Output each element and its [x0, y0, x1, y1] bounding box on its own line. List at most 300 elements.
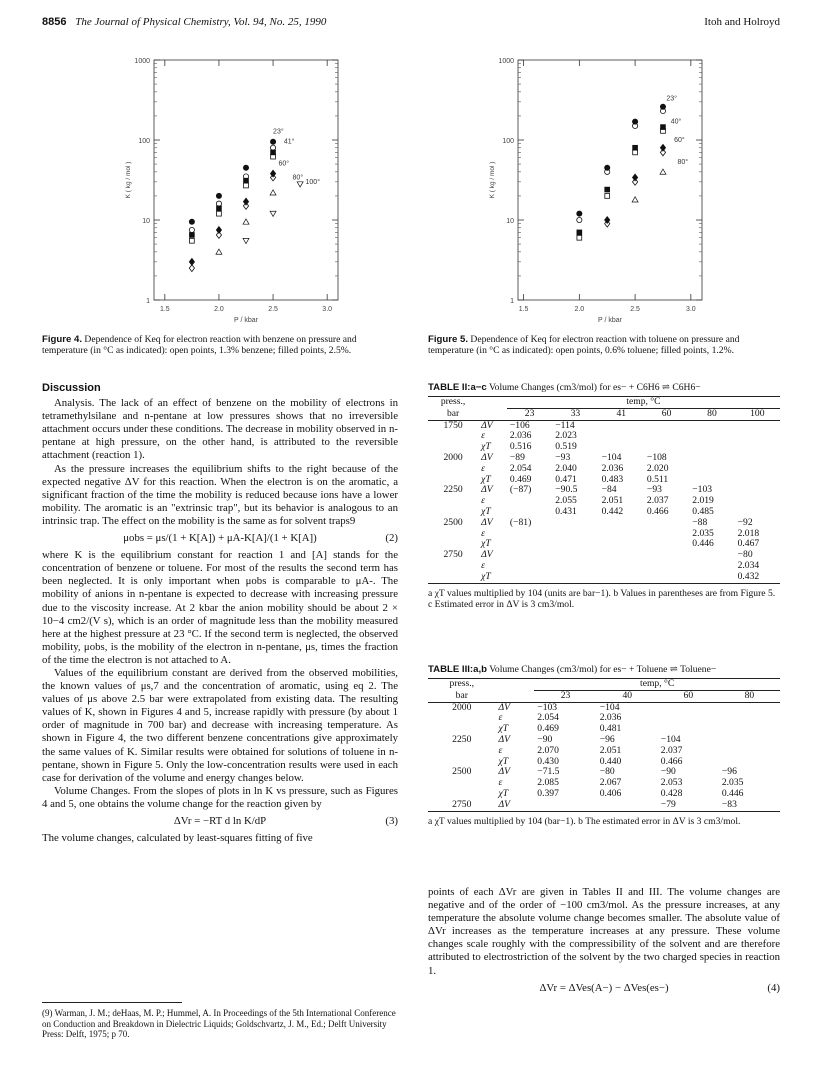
- table-cell: ΔV: [481, 484, 493, 496]
- temperature-label: 100°: [305, 179, 321, 187]
- y-tick-label: 10: [142, 218, 150, 225]
- table-cell: 0.430: [537, 755, 559, 767]
- table-cell: 2250: [443, 484, 463, 496]
- temperature-label: 23°: [666, 95, 677, 103]
- table-cell: 2.054: [509, 462, 532, 474]
- data-point-diamond: [632, 174, 637, 181]
- data-point-triangle: [270, 190, 276, 195]
- table-cell: ε: [498, 777, 503, 789]
- table-cell: [599, 561, 644, 572]
- temperature-label: 80°: [677, 159, 689, 167]
- table-2-temp-header: 41: [599, 408, 644, 420]
- table-cell: 2500: [452, 766, 472, 778]
- table-cell: 0.446: [721, 787, 744, 799]
- data-point-triangle: [243, 219, 249, 224]
- data-point-square: [605, 194, 610, 199]
- figure-4-plot: [110, 52, 350, 332]
- equation-3: [42, 815, 398, 828]
- table-row: [428, 746, 780, 757]
- table-cell: 2250: [452, 733, 472, 745]
- table-cell: 2000: [443, 451, 463, 463]
- table-2-bottom-rule: [428, 583, 780, 584]
- table-cell: 2.085: [537, 777, 559, 789]
- table-row: [428, 464, 780, 475]
- table-cell: 2.051: [601, 495, 624, 507]
- table-cell: ε: [498, 744, 503, 756]
- data-point-square: [661, 125, 666, 130]
- data-point-triangle: [216, 249, 222, 254]
- equation-2-body: μobs = μs/(1 + K[A]) + μA-K[A]/(1 + K[A]): [123, 532, 317, 545]
- table-cell: [719, 735, 780, 746]
- table-cell: 2.023: [555, 430, 577, 442]
- data-point-square: [577, 235, 582, 240]
- table-cell: −89: [509, 451, 525, 463]
- figure-5-caption: [428, 334, 780, 356]
- table-cell: [719, 724, 780, 735]
- figure-4-chart: [110, 52, 350, 332]
- data-point-circle: [577, 217, 582, 222]
- table-3: [428, 664, 780, 827]
- table-cell: 0.467: [737, 538, 760, 550]
- table-cell: 0.516: [509, 441, 532, 453]
- figure-4-caption-text: Dependence of Keq for electron reaction with benzene on pressure and temperature (in °C as indicated): open points, 1.3% benzene; filled points, 2.5%.: [42, 334, 357, 356]
- table-cell: −84: [601, 484, 617, 496]
- table-cell: 2750: [443, 549, 463, 561]
- table-cell: [644, 529, 689, 540]
- table-cell: [644, 550, 689, 561]
- x-axis-label: P / kbar: [234, 317, 258, 324]
- table-cell: χT: [481, 538, 491, 550]
- table-cell: 2.051: [599, 744, 622, 756]
- table-cell: [428, 561, 478, 572]
- table-cell: [689, 464, 734, 475]
- equation-2: [42, 532, 398, 545]
- table-2-head-bar: bar: [428, 408, 478, 420]
- table-cell: [507, 539, 552, 550]
- y-tick-label: 1: [510, 298, 514, 305]
- page-header: [42, 16, 780, 28]
- data-point-diamond: [660, 144, 665, 151]
- equation-4-number: (4): [767, 981, 780, 994]
- y-tick-label: 1000: [498, 58, 514, 65]
- table-cell: [552, 539, 598, 550]
- table-cell: [428, 496, 478, 507]
- paragraph-pressure: As the pressure increases the equilibrium shifts to the right because of the expected negative ΔV for this reaction. When the electron is on the aromatic, a significant fraction of the time the mobility is reduced because ions have a lower mobility. The aromatic is an "extrinsic trap", but its behavior is analogous to an intrinsic trap. The effect on the mobility is the same as for solvent traps9: [42, 462, 398, 527]
- table-cell: [552, 572, 598, 583]
- equation-3-body: ΔVr = −RT d ln K/dP: [173, 815, 267, 827]
- table-cell: χT: [481, 505, 491, 517]
- table-3-temp-header: 80: [719, 690, 780, 702]
- table-cell: [719, 746, 780, 757]
- data-point-square: [577, 230, 582, 235]
- table-cell: [735, 464, 780, 475]
- table-cell: [428, 778, 496, 789]
- table-2-temp-header: 23: [507, 408, 552, 420]
- table-cell: χT: [498, 723, 509, 735]
- paragraph-analysis: Analysis. The lack of an effect of benzene on the mobility of electrons in tetramethylsilane and n-pentane at low pressures shows that no irreversible attachment occurs under these conditions. The decrease in mobility observed in n-pentane at high pressure, on the other hand, is attributed to the reversible attachment (reaction 1).: [42, 397, 398, 462]
- y-tick-label: 100: [502, 138, 514, 145]
- table-cell: ΔV: [498, 798, 511, 810]
- table-cell: (−81): [509, 516, 532, 528]
- temperature-label: 80°: [292, 174, 304, 182]
- x-tick-label: 2.0: [574, 306, 585, 313]
- table-cell: 2.036: [601, 462, 624, 474]
- table-cell: −71.5: [537, 766, 560, 778]
- x-tick-label: 2.5: [630, 306, 640, 313]
- table-cell: [599, 420, 644, 431]
- table-cell: [644, 420, 689, 431]
- data-point-square: [271, 150, 276, 155]
- table-cell: [507, 572, 552, 583]
- x-tick-label: 1.5: [518, 306, 529, 313]
- right-column-text: [428, 886, 780, 999]
- table-cell: ε: [481, 430, 485, 442]
- table-cell: 2.040: [555, 462, 577, 474]
- y-tick-label: 100: [138, 138, 150, 145]
- table-cell: −96: [721, 766, 737, 778]
- table-cell: 2.036: [599, 712, 622, 724]
- data-point-inverted-triangle: [297, 182, 303, 187]
- figure-4-label: Figure 4.: [42, 334, 82, 345]
- temperature-label: 41°: [283, 138, 295, 146]
- table-2-temp-header: 80: [689, 408, 734, 420]
- data-point-square: [189, 233, 194, 238]
- x-tick-label: 3.0: [685, 306, 696, 313]
- table-2-head-temp: temp, °C: [507, 397, 780, 408]
- data-point-diamond: [189, 258, 194, 265]
- table-cell: −79: [660, 798, 676, 810]
- table-3-head-bar: bar: [428, 690, 496, 702]
- table-cell: −103: [537, 701, 558, 713]
- data-point-circle: [243, 165, 248, 170]
- table-3-bottom-rule: [428, 811, 780, 812]
- table-3-temp-header: 40: [597, 690, 658, 702]
- table-cell: 0.446: [692, 538, 714, 550]
- paragraph-equilibrium: Values of the equilibrium constant are derived from the observed mobilities, the known values of μs,7 and the concentration of aromatic, using eq 2. The values of μs above 2.5 bar were extrapolated from existing data. The resulting values of K, shown in Figures 4 and 5, increase rapidly with pressure (by about 1 order of magnitude in 700 bar) and decrease with increasing temperature. As shown in Figure 4, the two different benzene concentrations give approximately the same values of K. Similar results were obtained for solutions of toluene in n-pentane, shown in Figure 5. Only the low-concentration results were used in each case for derivation of the volume and energy changes below.: [42, 666, 398, 784]
- data-point-circle: [216, 193, 221, 198]
- table-2-grid: [428, 397, 780, 583]
- table-cell: −90: [660, 766, 676, 778]
- table-cell: [428, 529, 478, 540]
- table-3-label: TABLE III:a,b: [428, 664, 487, 675]
- data-point-square: [605, 187, 610, 192]
- table-2-temp-header: 33: [552, 408, 598, 420]
- table-cell: [599, 572, 644, 583]
- temperature-label: 60°: [278, 160, 290, 168]
- table-cell: −80: [599, 766, 615, 778]
- table-cell: [599, 518, 644, 529]
- table-cell: 0.440: [599, 755, 622, 767]
- y-tick-label: 1: [146, 298, 150, 305]
- table-cell: [689, 442, 734, 453]
- table-cell: [644, 572, 689, 583]
- footnote-rule: [42, 1002, 182, 1003]
- discussion-heading: Discussion: [42, 382, 101, 394]
- paragraph-where: where K is the equilibrium constant for reaction 1 and [A] stands for the concentration of benzene or toluene. For most of the results the second term has been neglected. It is only important when μobs is comparable to μA-. The mobility of anions in n-pentane is expected to decrease with increasing pressure due to the viscosity increase. At 2 kbar the anion mobility should be about 2 × 10−4 cm2/(V s), which is an order of magnitude less than the mobility measured here at the highest pressure at 23 °C. If the second term is neglected, the observed mobility, μobs, is the mobility of the electron in n-pentane, μs, times the fraction of the time the electron is not attached to A.: [42, 549, 398, 666]
- table-cell: [689, 453, 734, 464]
- table-cell: [689, 572, 734, 583]
- temperature-label: 40°: [670, 118, 682, 126]
- table-cell: 0.442: [601, 505, 624, 517]
- figure-5-chart: [474, 52, 714, 332]
- table-cell: −83: [721, 798, 737, 810]
- table-2: [428, 382, 780, 610]
- table-cell: −80: [737, 549, 753, 561]
- table-cell: −114: [555, 419, 575, 431]
- table-cell: 0.428: [660, 787, 683, 799]
- table-cell: −96: [599, 733, 615, 745]
- x-tick-label: 2.0: [214, 306, 224, 313]
- table-cell: 2.055: [555, 495, 577, 507]
- table-cell: [428, 464, 478, 475]
- data-point-inverted-triangle: [270, 211, 276, 216]
- y-axis-label: K ( kg / mol ): [489, 161, 496, 199]
- table-cell: 2.020: [646, 462, 669, 474]
- table-cell: −108: [646, 451, 667, 463]
- data-point-circle: [632, 119, 637, 124]
- table-cell: [599, 431, 644, 442]
- table-cell: [689, 420, 734, 431]
- table-cell: ΔV: [481, 549, 493, 561]
- table-cell: [507, 496, 552, 507]
- table-cell: 0.466: [646, 505, 669, 517]
- table-cell: 2750: [452, 798, 472, 810]
- table-cell: [658, 713, 719, 724]
- table-cell: [735, 442, 780, 453]
- data-point-square: [633, 150, 638, 155]
- table-cell: 0.471: [555, 473, 577, 485]
- table-cell: −106: [509, 419, 530, 431]
- table-cell: 2.037: [660, 744, 683, 756]
- table-cell: 2.067: [599, 777, 622, 789]
- data-point-circle: [189, 227, 194, 232]
- table-cell: 2.018: [737, 527, 760, 539]
- table-cell: 0.397: [537, 787, 559, 799]
- table-cell: ε: [481, 559, 485, 571]
- table-cell: ΔV: [481, 516, 493, 528]
- table-cell: [735, 475, 780, 486]
- table-cell: −88: [692, 516, 708, 528]
- data-point-circle: [270, 139, 275, 144]
- table-cell: [534, 800, 596, 811]
- table-cell: [599, 539, 644, 550]
- table-2-title-text: Volume Changes (cm3/mol) for es− + C6H6 ⇌ C6H6−: [488, 382, 701, 393]
- table-cell: [689, 550, 734, 561]
- y-axis-label: K ( kg / mol ): [125, 161, 132, 199]
- temperature-label: 23°: [273, 128, 284, 136]
- data-point-square: [189, 238, 194, 243]
- table-row: [428, 572, 780, 583]
- table-cell: [644, 431, 689, 442]
- data-point-diamond: [216, 227, 221, 234]
- table-cell: 1750: [443, 419, 463, 431]
- table-cell: 2.037: [646, 495, 669, 507]
- table-cell: ε: [498, 712, 503, 724]
- table-2-title: [428, 382, 780, 393]
- table-cell: [428, 431, 478, 442]
- data-point-circle: [189, 219, 194, 224]
- table-cell: 2.036: [509, 430, 532, 442]
- table-cell: ΔV: [498, 766, 511, 778]
- x-tick-label: 1.5: [159, 306, 170, 313]
- table-cell: ΔV: [481, 419, 493, 431]
- table-cell: [658, 702, 719, 713]
- paragraph-least-squares: The volume changes, calculated by least-squares fitting of five: [42, 832, 313, 845]
- table-2-label: TABLE II:a−c: [428, 382, 487, 393]
- table-cell: [507, 561, 552, 572]
- data-point-circle: [660, 104, 665, 109]
- table-cell: −103: [692, 484, 713, 496]
- table-cell: ΔV: [481, 451, 493, 463]
- table-cell: [719, 702, 780, 713]
- table-cell: [599, 529, 644, 540]
- table-3-head-temp: temp, °C: [534, 679, 780, 690]
- table-cell: [428, 713, 496, 724]
- y-tick-label: 10: [506, 218, 514, 225]
- table-cell: [552, 518, 598, 529]
- table-3-temp-header: 60: [658, 690, 719, 702]
- table-3-title: [428, 664, 780, 675]
- table-cell: ΔV: [498, 733, 511, 745]
- table-cell: 2.034: [737, 559, 760, 571]
- table-3-grid: [428, 679, 780, 811]
- table-cell: 0.483: [601, 473, 624, 485]
- table-cell: [644, 561, 689, 572]
- table-cell: ε: [481, 527, 485, 539]
- table-cell: χT: [481, 570, 491, 582]
- equation-4: [428, 982, 780, 995]
- table-cell: [735, 431, 780, 442]
- table-cell: 0.406: [599, 787, 622, 799]
- table-cell: [735, 420, 780, 431]
- data-point-triangle: [660, 169, 666, 174]
- table-cell: −92: [737, 516, 753, 528]
- table-3-title-text: Volume Changes (cm3/mol) for es− + Toluene ⇌ Toluene−: [489, 664, 717, 675]
- table-3-notes: a χT values multiplied by 104 (bar−1). b The estimated error in ΔV is 3 cm3/mol.: [428, 815, 741, 827]
- equation-3-number: (3): [385, 815, 398, 827]
- y-tick-label: 1000: [134, 58, 150, 65]
- figure-5-label: Figure 5.: [428, 334, 468, 345]
- equation-4-body: ΔVr = ΔVes(A−) − ΔVes(es−): [539, 981, 669, 994]
- temperature-label: 60°: [674, 136, 685, 144]
- table-cell: [552, 550, 598, 561]
- table-cell: [735, 496, 780, 507]
- data-point-diamond: [243, 198, 248, 205]
- table-cell: [735, 453, 780, 464]
- authors: Itoh and Holroyd: [704, 16, 780, 28]
- table-cell: 2.070: [537, 744, 559, 756]
- table-cell: −93: [646, 484, 662, 496]
- table-cell: χT: [481, 441, 491, 453]
- table-cell: 2.054: [537, 712, 559, 724]
- table-cell: [689, 561, 734, 572]
- table-2-temp-header: 60: [644, 408, 689, 420]
- table-cell: −90.5: [555, 484, 578, 496]
- table-2-head-press: press.,: [440, 396, 466, 408]
- table-cell: [689, 431, 734, 442]
- table-cell: −104: [599, 701, 620, 713]
- table-cell: [597, 800, 658, 811]
- table-cell: ΔV: [498, 701, 511, 713]
- table-cell: 0.431: [555, 505, 577, 517]
- table-cell: [552, 561, 598, 572]
- paragraph-volume-changes: Volume Changes. From the slopes of plots in ln K vs pressure, such as Figures 4 and 5, one obtains the volume change for the reaction given by: [42, 784, 398, 810]
- table-cell: [428, 746, 496, 757]
- x-tick-label: 2.5: [268, 306, 278, 313]
- table-cell: χT: [498, 787, 509, 799]
- figure-4-caption: [42, 334, 398, 356]
- table-cell: [644, 518, 689, 529]
- paragraph-volume-results: points of each ΔVr are given in Tables II and III. The volume changes are negative and of the order of −100 cm3/mol. As the pressure increases, at any temperature the absolute volume change becomes smaller. The absolute value of ΔVr increases as the temperature increases at any pressure. These volume changes scale roughly with the compressibility of the solvent and are therefore attributed to electrostriction of the solvent by the two charged species in reaction 1.: [428, 886, 780, 977]
- table-3-temp-header: 23: [534, 690, 596, 702]
- data-point-square: [217, 206, 222, 211]
- table-cell: 0.469: [537, 723, 559, 735]
- x-axis-label: P / kbar: [598, 317, 622, 324]
- table-cell: −93: [555, 451, 571, 463]
- data-point-circle: [216, 201, 221, 206]
- data-point-square: [217, 211, 222, 216]
- table-cell: [428, 572, 478, 583]
- data-point-square: [244, 178, 249, 183]
- table-cell: 0.481: [599, 723, 622, 735]
- page-number: 8856: [42, 16, 67, 28]
- footnote-9: (9) Warman, J. M.; deHaas, M. P.; Hummel, A. In Proceedings of the 5th International Conference on Conduction and Breakdown in Dielectric Liquids; Goldschvartz, J. M., Ed.; Delft University Press: Delft, 1975; p 70.: [42, 1008, 396, 1039]
- data-point-inverted-triangle: [243, 238, 249, 243]
- table-cell: ε: [481, 462, 485, 474]
- table-cell: χT: [481, 473, 491, 485]
- data-point-square: [633, 145, 638, 150]
- table-3-head-press: press.,: [449, 678, 475, 690]
- table-cell: 2.053: [660, 777, 683, 789]
- table-cell: −104: [601, 451, 622, 463]
- table-cell: [552, 529, 598, 540]
- table-cell: 0.469: [509, 473, 532, 485]
- table-2-temp-header: 100: [735, 408, 780, 420]
- table-cell: [599, 550, 644, 561]
- data-point-circle: [270, 145, 275, 150]
- data-point-circle: [577, 211, 582, 216]
- table-cell: 0.519: [555, 441, 577, 453]
- table-cell: −90: [537, 733, 553, 745]
- table-cell: [507, 550, 552, 561]
- x-tick-label: 3.0: [322, 306, 333, 313]
- table-cell: 2.019: [692, 495, 714, 507]
- table-cell: −104: [660, 733, 681, 745]
- table-cell: [507, 529, 552, 540]
- figure-5-caption-text: Dependence of Keq for electron reaction with toluene on pressure and temperature (in °C as indicated): open points, 0.6% toluene; filled points, 1.2%.: [428, 334, 740, 356]
- discussion-section: [42, 382, 398, 845]
- table-cell: 0.485: [692, 505, 714, 517]
- table-cell: 0.466: [660, 755, 683, 767]
- figure-5-plot: [474, 52, 714, 332]
- equation-2-number: (2): [385, 532, 398, 545]
- table-cell: [644, 539, 689, 550]
- data-point-square: [244, 183, 249, 188]
- table-cell: 0.511: [646, 473, 669, 485]
- journal-name: The Journal of Physical Chemistry, Vol. 94, No. 25, 1990: [75, 16, 327, 28]
- table-2-notes: a χT values multiplied by 104 (units are bar−1). b Values in parentheses are from Figure 5. c Estimated error in ΔV is 3 cm3/mol.: [428, 587, 776, 610]
- table-row: [428, 518, 780, 529]
- data-point-circle: [605, 165, 610, 170]
- data-point-triangle: [632, 197, 638, 202]
- table-cell: (−87): [509, 484, 532, 496]
- table-cell: ε: [481, 495, 485, 507]
- table-cell: 2.035: [721, 777, 744, 789]
- table-cell: 2500: [443, 516, 463, 528]
- table-row: [428, 800, 780, 811]
- table-cell: 2000: [452, 701, 472, 713]
- table-cell: 0.432: [737, 570, 760, 582]
